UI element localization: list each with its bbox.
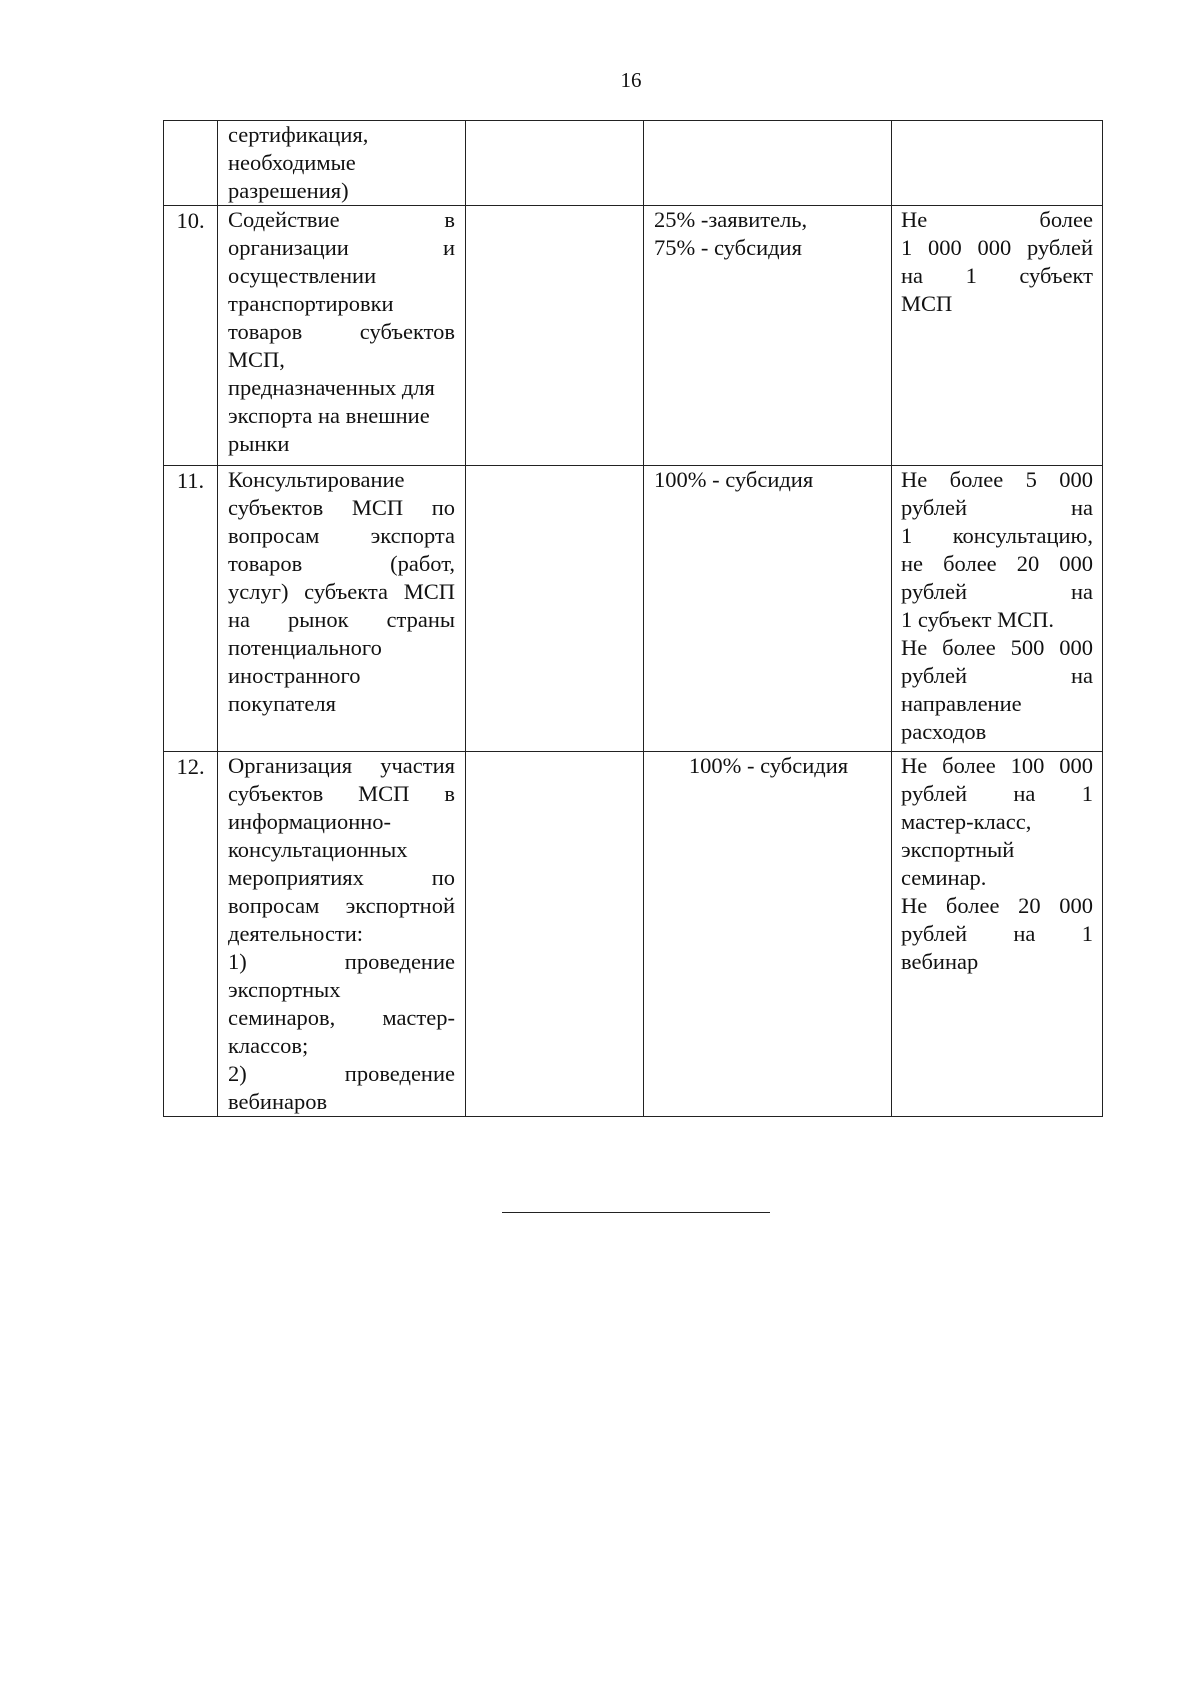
empty-cell [466,121,644,206]
measure-name-line: 1) проведение [228,949,455,974]
table-row [164,466,1103,752]
measure-name-line: классов; [228,1033,309,1058]
row-number: 10. [176,208,205,233]
funding-limit-line: не более 20 000 [901,551,1093,576]
funding-limit-line: Не более 20 000 [901,893,1093,918]
measure-name-line: 2) проведение [228,1061,455,1086]
measure-name-line: семинаров, мастер- [228,1005,455,1030]
measure-name-line: покупателя [228,691,336,716]
measures-table-body [164,121,1103,1117]
empty-cell [466,466,644,752]
row-number-cell [164,466,218,752]
row-number: 12. [176,754,205,779]
funding-limit-line: экспортный [901,837,1015,862]
funding-limit-line: Не более 100 000 [901,753,1093,778]
measure-name-line: деятельности: [228,921,364,946]
row-number-cell [164,752,218,1117]
measure-name-line: вопросам экспортной [228,893,455,918]
measure-name-line: субъектов МСП в [228,781,455,806]
funding-limit-line: МСП [901,291,953,316]
funding-share-line: 75% - субсидия [654,235,802,260]
page-number: 16 [620,68,642,92]
measure-name-line: товаров (работ, [228,551,455,576]
funding-limit-line: Не более [901,207,1093,232]
measure-name-line: информационно- [228,809,392,834]
table-row [164,206,1103,466]
measure-name-line: рынки [228,431,290,456]
measure-name-line: Организация участия [228,753,455,778]
end-of-document-rule [502,1212,770,1213]
funding-limit-cell [892,121,1103,206]
measure-name-line: разрешения) [228,178,349,203]
funding-limit-line: расходов [901,719,987,744]
measure-name-line: транспортировки [228,291,394,316]
funding-share-line: 25% -заявитель, [654,207,808,232]
table-row [164,752,1103,1117]
measure-name-cell [218,466,466,752]
empty-cell [466,752,644,1117]
measure-name-cell [218,206,466,466]
funding-limit-line: рублей на [901,663,1093,688]
measure-name-line: Содействие в [228,207,455,232]
measure-name-line: организации и [228,235,455,260]
funding-share-cell [644,752,892,1117]
measure-name-cell [218,121,466,206]
funding-share-cell [644,121,892,206]
funding-limit-cell [892,466,1103,752]
funding-limit-line: рублей на [901,579,1093,604]
measure-name-line: товаров субъектов [228,319,455,344]
funding-limit-line: 1 консультацию, [901,523,1093,548]
measure-name-line: иностранного [228,663,361,688]
funding-limit-line: на 1 субъект [901,263,1093,288]
measure-name-line: осуществлении [228,263,377,288]
measures-table [163,120,1103,1117]
funding-limit-line: мастер-класс, [901,809,1032,834]
funding-limit-line: 1 субъект МСП. [901,607,1055,632]
measure-name-line: субъектов МСП по [228,495,455,520]
measure-name-line: экспортных [228,977,341,1002]
row-number-cell [164,206,218,466]
measure-name-line: необходимые [228,150,356,175]
funding-limit-line: вебинар [901,949,979,974]
funding-limit-line: направление [901,691,1022,716]
funding-limit-line: рублей на 1 [901,781,1093,806]
measure-name-line: консультационных [228,837,408,862]
funding-limit-cell [892,206,1103,466]
funding-limit-line: рублей на [901,495,1093,520]
funding-limit-line: Не более 5 000 [901,467,1093,492]
row-number: 11. [176,468,205,493]
table-row [164,121,1103,206]
empty-cell [466,206,644,466]
measure-name-line: экспорта на внешние [228,403,430,428]
funding-share-cell [644,206,892,466]
funding-share-line: 100% - субсидия [688,753,849,778]
funding-share-line: 100% - субсидия [654,467,814,492]
row-number-cell [164,121,218,206]
funding-limit-line: рублей на 1 [901,921,1093,946]
measure-name-line: вопросам экспорта [228,523,455,548]
measure-name-line: предназначенных для [228,375,435,400]
measure-name-cell [218,752,466,1117]
measure-name-line: вебинаров [228,1089,328,1114]
funding-limit-line: Не более 500 000 [901,635,1093,660]
funding-limit-cell [892,752,1103,1117]
measure-name-line: на рынок страны [228,607,455,632]
measure-name-line: Консультирование [228,467,405,492]
funding-limit-line: семинар. [901,865,987,890]
funding-limit-line: 1 000 000 рублей [901,235,1093,260]
funding-share-cell [644,466,892,752]
measure-name-line: сертификация, [228,122,369,147]
measure-name-line: МСП, [228,347,285,372]
row-number [164,121,217,122]
measure-name-line: услуг) субъекта МСП [228,579,455,604]
measure-name-line: потенциального [228,635,382,660]
measure-name-line: мероприятиях по [228,865,455,890]
